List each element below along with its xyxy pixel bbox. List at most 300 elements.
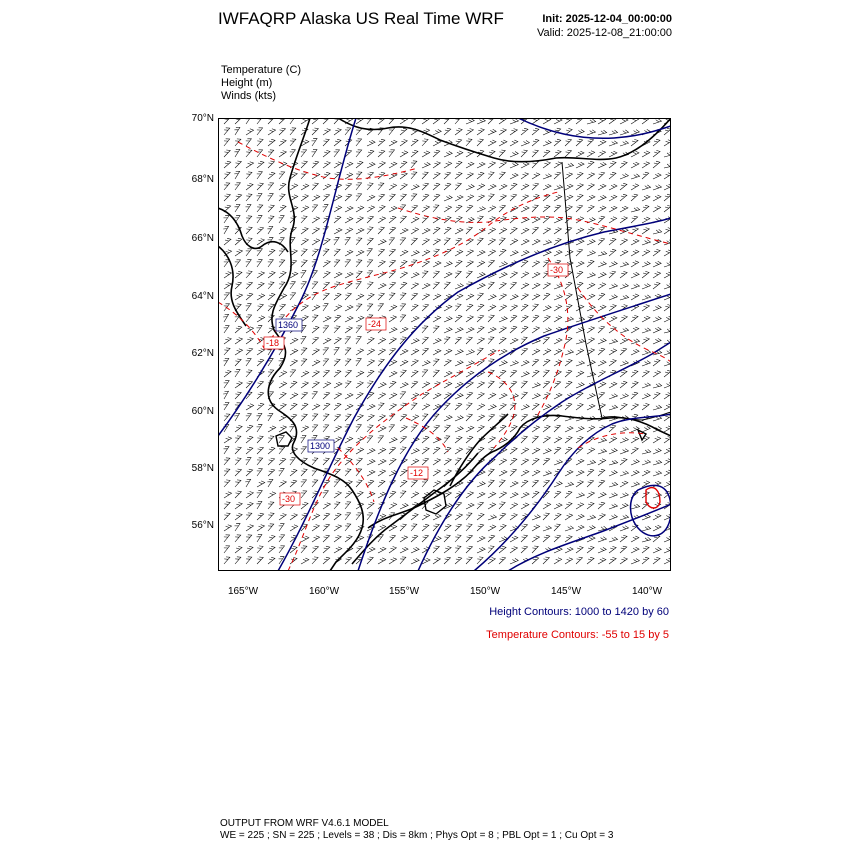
wind-barb — [312, 337, 319, 344]
wind-barb — [466, 513, 472, 520]
wind-barb — [224, 139, 230, 146]
wind-barb — [411, 393, 419, 399]
wind-barb — [345, 238, 351, 245]
wind-barb — [290, 128, 296, 135]
wind-barb — [477, 426, 484, 433]
wind-barb — [223, 226, 228, 234]
wind-barb — [356, 359, 362, 366]
wind-barb — [554, 162, 562, 168]
wind-barb — [235, 294, 243, 300]
wind-barb — [422, 304, 429, 311]
wind-barb — [488, 414, 495, 421]
wind-barb — [620, 381, 627, 388]
wind-barb — [609, 448, 617, 454]
wind-barb — [444, 249, 451, 256]
wind-barb — [510, 447, 517, 454]
wind-barb — [466, 361, 474, 366]
wind-barb — [455, 172, 462, 179]
wind-barb — [565, 359, 572, 366]
wind-barb — [477, 172, 484, 179]
wind-barb — [543, 316, 550, 323]
wind-barb — [411, 205, 418, 212]
wind-barb — [631, 482, 640, 487]
wind-barb — [598, 514, 605, 520]
wind-barb — [367, 227, 373, 234]
wind-barb — [224, 128, 230, 135]
wind-barb — [246, 546, 253, 553]
wind-barb — [389, 316, 397, 322]
wind-barb — [455, 151, 463, 157]
wind-barb — [653, 206, 661, 212]
wind-barb — [521, 228, 529, 234]
wind-barb — [466, 337, 472, 344]
wind-barb — [631, 239, 639, 245]
wind-barb — [257, 546, 263, 553]
wind-barb — [356, 458, 362, 465]
wind-barb — [345, 414, 351, 421]
wind-barb — [598, 339, 606, 345]
wind-barb — [235, 425, 242, 432]
wind-barb — [235, 338, 243, 344]
wind-barb — [455, 403, 462, 410]
wind-barb — [323, 172, 330, 179]
wind-barb — [510, 315, 517, 322]
wind-barb — [620, 458, 627, 465]
wind-barb — [543, 557, 549, 564]
wind-barb — [246, 414, 252, 421]
wind-barb — [400, 128, 407, 135]
wind-barb — [620, 284, 628, 289]
wind-barb — [312, 150, 318, 158]
legend-winds: Winds (kts) — [221, 90, 276, 102]
wind-barb — [378, 436, 384, 443]
wind-barb — [653, 185, 662, 190]
wind-barb — [587, 260, 594, 267]
wind-barb — [653, 392, 660, 399]
wind-barb — [488, 282, 494, 289]
wind-barb — [367, 370, 374, 377]
wind-barb — [334, 206, 342, 212]
wind-barb — [554, 228, 561, 234]
wind-barb — [257, 194, 263, 202]
wind-barb — [356, 393, 363, 400]
wind-barb — [312, 404, 320, 410]
wind-barb — [576, 261, 584, 267]
wind-barb — [279, 304, 286, 311]
wind-barb — [224, 513, 230, 520]
wind-barb — [345, 337, 351, 344]
wind-barb — [565, 447, 572, 454]
wind-barb — [433, 503, 441, 509]
wind-barb — [620, 427, 629, 432]
wind-barb — [499, 360, 507, 366]
wind-barb — [510, 173, 518, 179]
wind-barb — [234, 149, 239, 157]
wind-barb — [268, 260, 274, 267]
wind-barb — [631, 392, 638, 399]
wind-barb — [301, 426, 309, 432]
wind-barb — [257, 161, 264, 168]
wind-barb — [576, 151, 584, 157]
wind-barb — [279, 371, 287, 377]
wind-barb — [444, 535, 450, 542]
wind-barb — [323, 524, 330, 531]
wind-barb — [268, 535, 275, 542]
init-time: Init: 2025-12-04_00:00:00 — [542, 13, 672, 25]
wind-barb — [444, 425, 450, 432]
wind-barb — [246, 447, 253, 454]
wind-barb — [664, 426, 671, 432]
wind-barb — [323, 458, 329, 465]
wind-barb — [554, 217, 562, 223]
wind-barb — [367, 415, 374, 422]
wind-barb — [224, 348, 230, 355]
wind-barb — [598, 151, 606, 157]
wind-barb — [466, 371, 474, 377]
wind-barb — [587, 372, 596, 377]
wind-barb — [477, 382, 485, 388]
wind-barb — [279, 216, 285, 223]
temperature-contour-label: -24 — [368, 319, 382, 329]
wind-barb — [653, 282, 660, 289]
wind-barb — [444, 238, 450, 245]
wind-barb — [345, 393, 353, 399]
wind-barb — [477, 393, 484, 400]
wind-barb — [543, 458, 550, 465]
wind-barb — [587, 327, 595, 333]
wind-barb — [488, 305, 496, 311]
wind-barb — [389, 249, 396, 256]
wind-barb — [620, 471, 629, 476]
wind-barb — [389, 206, 397, 212]
wind-barb — [466, 162, 474, 168]
wind-barb — [444, 382, 452, 388]
wind-barb — [268, 282, 274, 289]
wind-barb — [620, 449, 629, 454]
wind-barb — [257, 481, 265, 487]
wind-barb — [466, 173, 473, 179]
wind-barb — [609, 130, 618, 135]
wind-barb — [642, 449, 651, 454]
wind-barb — [301, 414, 307, 421]
height-contour-note: Height Contours: 1000 to 1420 by 60 — [489, 606, 669, 618]
wind-barb — [235, 480, 241, 487]
wind-barb — [290, 360, 298, 366]
wind-barb — [268, 216, 274, 223]
wind-barb — [257, 272, 265, 278]
wind-barb — [224, 546, 230, 553]
height-contour-label: 1300 — [310, 441, 331, 451]
lon-label-145: 145°W — [550, 586, 582, 597]
wind-barb — [477, 238, 483, 245]
wind-barb — [642, 426, 650, 432]
wind-barb — [554, 558, 562, 564]
wind-barb — [290, 525, 298, 531]
wind-barb — [400, 469, 407, 476]
wind-barb — [444, 546, 451, 553]
wind-barb — [356, 206, 364, 212]
wind-barb — [609, 504, 618, 509]
wind-barb — [455, 195, 463, 201]
wind-barb — [543, 228, 551, 234]
wind-barb — [268, 129, 276, 135]
wind-barb — [499, 349, 507, 355]
temperature-contour-label: -30 — [282, 494, 296, 504]
wind-barb — [257, 304, 263, 311]
wind-barb — [257, 128, 263, 135]
wind-barb — [367, 459, 375, 465]
wind-barb — [510, 129, 517, 135]
wind-barb — [598, 130, 607, 135]
wind-barb — [510, 194, 517, 201]
wind-barb — [257, 150, 263, 157]
wind-barb — [411, 238, 417, 245]
wind-barb — [642, 383, 651, 388]
wind-barb — [367, 513, 373, 520]
wind-barb — [521, 141, 529, 147]
wind-barb — [609, 284, 618, 289]
wind-barb — [532, 458, 539, 465]
wind-barb — [378, 558, 386, 564]
wind-barb — [510, 458, 517, 465]
wind-barb — [609, 295, 617, 300]
wind-barb — [433, 382, 440, 388]
wind-barb — [609, 151, 617, 157]
wind-barb — [422, 250, 430, 256]
wind-barb — [235, 503, 242, 510]
wind-barb — [301, 403, 308, 410]
wind-barb — [356, 415, 363, 422]
wind-barb — [411, 217, 419, 223]
wind-barb — [268, 293, 275, 300]
wind-barb — [367, 337, 374, 344]
wind-barb — [378, 249, 385, 256]
wind-barb — [609, 195, 617, 201]
wind-barb — [532, 315, 539, 322]
wind-barb — [389, 491, 396, 498]
wind-barb — [279, 447, 285, 454]
wind-barb — [224, 161, 231, 168]
wind-barb — [268, 172, 275, 179]
wind-barb — [653, 195, 661, 201]
wind-barb — [620, 481, 628, 487]
wind-barb — [477, 447, 484, 454]
wind-barb — [378, 162, 385, 169]
wind-barb — [565, 317, 574, 322]
wind-barb — [554, 238, 561, 245]
wind-barb — [477, 326, 484, 333]
wind-barb — [466, 350, 474, 356]
wind-barb — [565, 184, 573, 190]
wind-barb — [290, 272, 298, 278]
wind-barb — [455, 260, 462, 267]
wind-barb — [422, 458, 429, 465]
wind-barb — [642, 350, 651, 355]
wind-barb — [521, 128, 528, 135]
wind-barb — [620, 493, 628, 498]
wind-barb — [389, 381, 396, 388]
wind-barb — [367, 150, 374, 157]
wind-barb — [279, 546, 285, 553]
wind-barb — [257, 557, 263, 564]
wind-barb — [543, 293, 550, 300]
wind-barb — [521, 206, 529, 212]
wind-barb — [400, 524, 406, 531]
chart-title: IWFAQRP Alaska US Real Time WRF — [218, 9, 504, 28]
wind-barb — [356, 448, 364, 454]
wind-barb — [389, 260, 396, 267]
wind-barb — [433, 316, 441, 322]
wind-barb — [290, 514, 297, 520]
wind-barb — [543, 174, 552, 179]
wind-barb — [576, 447, 583, 454]
wind-barb — [411, 370, 418, 377]
wind-barb — [554, 393, 562, 399]
wind-barb — [367, 360, 375, 366]
wind-barb — [620, 558, 627, 565]
wind-barb — [455, 524, 462, 531]
wind-barb — [345, 469, 351, 476]
wind-barb — [664, 393, 671, 399]
wind-barb — [279, 436, 285, 443]
wind-barb — [532, 470, 540, 476]
wind-barb — [488, 381, 494, 388]
wind-barb — [389, 338, 396, 344]
wind-barb — [301, 392, 308, 399]
wind-barb — [323, 359, 329, 366]
wind-barb — [422, 239, 429, 246]
wind-barb — [620, 262, 629, 267]
wind-barb — [543, 526, 552, 531]
wind-barb — [587, 426, 595, 432]
wind-barb — [653, 317, 661, 323]
wind-barb — [455, 458, 461, 465]
wind-barb — [400, 260, 407, 267]
wind-barb — [246, 162, 254, 168]
wind-barb — [356, 228, 364, 234]
wind-barb — [422, 337, 428, 344]
wind-barb — [411, 558, 419, 564]
temperature-contour — [218, 302, 264, 348]
wind-barb — [334, 305, 342, 311]
wind-barb — [466, 205, 473, 212]
wind-barb — [433, 194, 440, 201]
wind-barb — [334, 139, 341, 146]
wind-barb — [477, 492, 485, 498]
wind-barb — [598, 272, 606, 278]
wind-barb — [323, 338, 331, 344]
wind-barb — [267, 226, 272, 234]
wind-barb — [466, 271, 472, 278]
wind-barb — [521, 150, 527, 157]
wind-barb — [532, 173, 540, 179]
wind-barb — [532, 403, 539, 410]
wind-barb — [620, 239, 628, 245]
wind-barb — [488, 327, 496, 333]
wind-barb — [455, 535, 461, 542]
wind-barb — [499, 480, 505, 487]
wind-barb — [256, 501, 262, 509]
wind-barb — [554, 491, 561, 498]
wind-barb — [510, 239, 518, 245]
wind-barb — [598, 558, 606, 564]
wind-barb — [246, 260, 252, 267]
wind-barb — [543, 381, 550, 388]
wind-barb — [598, 459, 606, 465]
wind-barb — [345, 513, 351, 520]
wind-barb — [334, 216, 341, 223]
wind-barb — [653, 249, 660, 256]
wind-barb — [389, 128, 395, 135]
wind-barb — [554, 205, 561, 212]
wind-barb — [378, 283, 386, 289]
wind-barb — [235, 161, 241, 168]
wind-barb — [378, 426, 386, 432]
wind-barb — [289, 425, 295, 433]
wind-barb — [356, 382, 363, 389]
wind-barb — [323, 370, 330, 377]
wind-barb — [433, 370, 439, 377]
wind-barb — [356, 260, 362, 267]
wind-barb — [400, 414, 407, 421]
wind-barb — [334, 359, 340, 366]
wind-barb — [587, 151, 595, 157]
wind-barb — [598, 238, 605, 245]
wind-barb — [345, 491, 352, 498]
wind-barb — [301, 260, 307, 267]
wind-barb — [224, 370, 231, 377]
wind-barb — [444, 403, 450, 410]
wind-barb — [609, 515, 617, 520]
wind-barb — [235, 546, 242, 553]
wind-barb — [565, 491, 572, 498]
wind-barb — [224, 326, 230, 333]
wind-barb — [510, 469, 517, 476]
wind-barb — [532, 304, 538, 311]
wind-barb — [433, 338, 441, 344]
wind-barb — [664, 140, 671, 146]
wind-barb — [334, 315, 341, 322]
wind-barb — [257, 425, 263, 432]
wind-barb — [499, 238, 505, 245]
wind-barb — [389, 227, 396, 234]
wind-barb — [246, 315, 252, 322]
wind-barb — [576, 349, 584, 355]
lon-label-160: 160°W — [308, 586, 340, 597]
wind-barb — [532, 183, 539, 190]
wind-barb — [334, 348, 340, 355]
wind-barb — [433, 162, 440, 168]
wind-barb — [257, 535, 262, 543]
wind-barb — [312, 128, 318, 135]
wind-barb — [642, 185, 651, 190]
wind-barb — [235, 250, 243, 256]
wind-barb — [576, 459, 584, 465]
wind-barb — [620, 250, 628, 256]
wind-barb — [499, 502, 505, 509]
wind-barb — [488, 294, 496, 300]
wind-barb — [279, 404, 286, 411]
wind-barb — [488, 184, 496, 190]
wind-barb — [609, 537, 618, 542]
wind-barb — [422, 294, 430, 300]
wind-barb — [653, 383, 662, 388]
wind-barb — [323, 513, 330, 520]
wind-barb — [521, 195, 529, 201]
wind-barb — [224, 150, 230, 157]
wind-barb — [411, 139, 418, 146]
wind-barb — [598, 251, 607, 256]
